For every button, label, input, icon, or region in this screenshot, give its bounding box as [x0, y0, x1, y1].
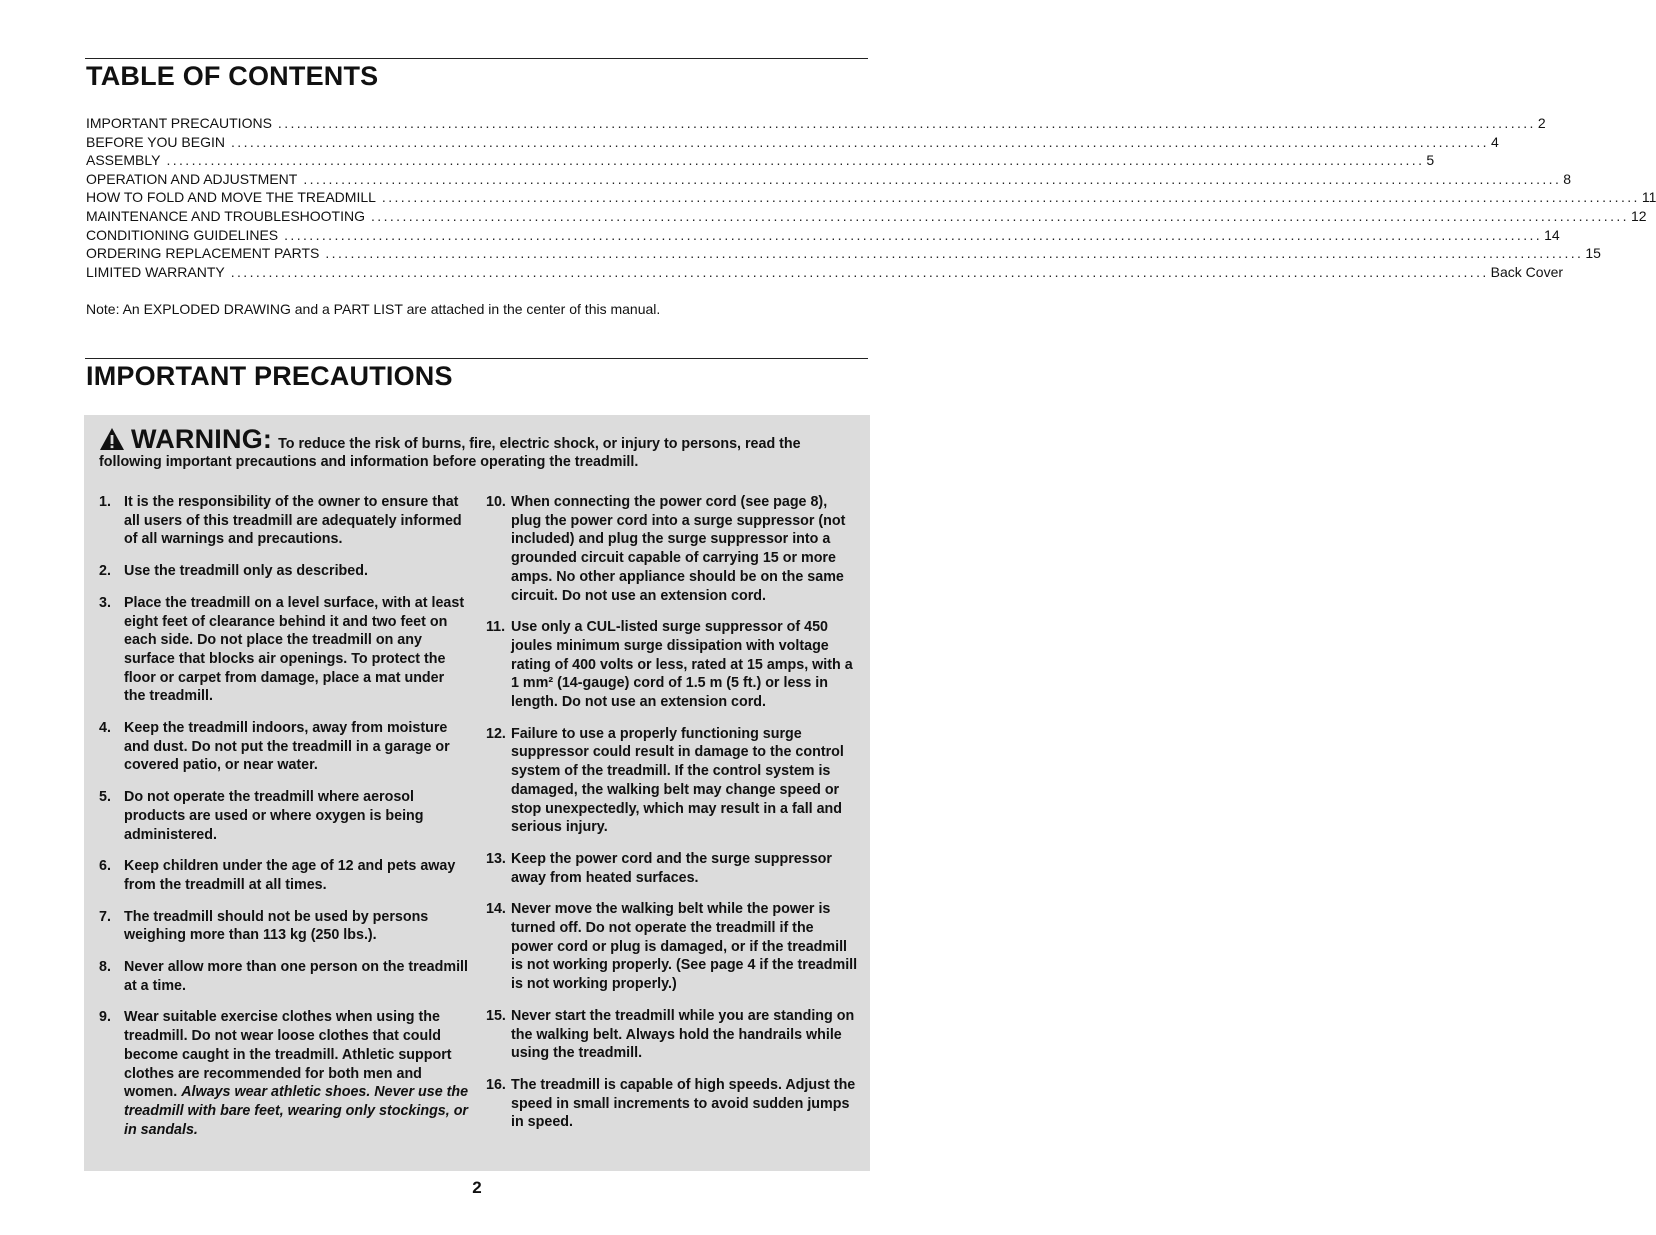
toc-note: Note: An EXPLODED DRAWING and a PART LIST are attached in the center of this manual. — [86, 301, 661, 317]
warning-box — [84, 415, 870, 1171]
precaution-item: 13. Keep the power cord and the surge suppressor away from heated surfaces. — [486, 850, 832, 886]
top-rule — [85, 58, 868, 59]
precaution-item: 3. Place the treadmill on a level surface, with at least eight feet of clearance behind it and two feet on each side. Do not place the treadmill on any surface that blocks air openings. To protect the floor or carpet from damage, place a mat under the treadmill. — [99, 594, 465, 705]
warning-text: To reduce the risk of burns, fire, electric shock, or injury to persons, read the following important precautions and information before operating the treadmill. — [99, 436, 801, 470]
precaution-item: 9. Wear suitable exercise clothes when using the treadmill. Do not wear loose clothes that could become caught in the treadmill. Athletic support clothes are recommended for both men and women. Always wear athletic shoes. Never use the treadmill with bare feet, wearing only stockings, or in sandals. — [99, 1009, 469, 1138]
precautions-title: IMPORTANT PRECAUTIONS — [86, 361, 453, 391]
precaution-item: 6. Keep children under the age of 12 and pets away from the treadmill at all times. — [99, 858, 456, 893]
precautions-column-right — [486, 493, 858, 1145]
precaution-item: 8. Never allow more than one person on the treadmill at a time. — [99, 959, 468, 994]
toc-title: TABLE OF CONTENTS — [86, 61, 379, 91]
precaution-item: 16. The treadmill is capable of high speeds. Adjust the speed in small increments to avoid sudden jumps in speed. — [486, 1076, 856, 1131]
precaution-item: 11. Use only a CUL-listed surge suppressor of 450 joules minimum surge dissipation with voltage rating of 400 volts or less, rated at 15 amps, with a 1 mm² (14-gauge) cord of 1.5 m (5 ft.) or less in length. Do not use an extension cord. — [486, 619, 853, 711]
toc-list — [86, 115, 1656, 282]
toc-entry[interactable]: HOW TO FOLD AND MOVE THE TREADMILL ........................................................................................................................................................................................................ 11 — [86, 189, 1656, 206]
toc-entry[interactable]: MAINTENANCE AND TROUBLESHOOTING ........................................................................................................................................................................................................ 12 — [86, 207, 1647, 224]
warning-word: WARNING: — [131, 424, 273, 454]
toc-entry[interactable]: IMPORTANT PRECAUTIONS ........................................................................................................................................................................................................ 2 — [86, 115, 1546, 131]
warning-header — [99, 424, 839, 471]
toc-entry[interactable]: OPERATION AND ADJUSTMENT ........................................................................................................................................................................................................ 8 — [86, 170, 1572, 187]
toc-entry[interactable]: BEFORE YOU BEGIN ........................................................................................................................................................................................................ 4 — [86, 133, 1499, 150]
precaution-item: 2. Use the treadmill only as described. — [99, 563, 368, 580]
precaution-item: 15. Never start the treadmill while you are standing on the walking belt. Always hold the handrails while using the treadmill. — [486, 1007, 855, 1062]
precaution-item: 5. Do not operate the treadmill where aerosol products are used or where oxygen is being administered. — [99, 789, 424, 843]
precaution-item: 1. It is the responsibility of the owner to ensure that all users of this treadmill are adequately informed of all warnings and precautions. — [99, 494, 462, 548]
toc-entry[interactable]: CONDITIONING GUIDELINES ........................................................................................................................................................................................................ 14 — [86, 226, 1560, 243]
precautions-column-left — [99, 493, 469, 1152]
precaution-item: 10. When connecting the power cord (see page 8), plug the power cord into a surge suppressor (not included) and plug the surge suppressor into a grounded circuit capable of carrying 15 or more amps. No other appliance should be on the same circuit. Do not use an extension cord. — [486, 494, 846, 604]
section-rule — [85, 358, 868, 359]
precaution-item: 14. Never move the walking belt while the power is turned off. Do not operate the treadmill if the power cord or plug is damaged, or if the treadmill is not working properly. (See page 4 if the treadmill is not working properly.) — [486, 901, 858, 993]
toc-entry[interactable]: ASSEMBLY ........................................................................................................................................................................................................ 5 — [86, 152, 1435, 169]
precaution-item: 12. Failure to use a properly functioning surge suppressor could result in damage to the control system of the treadmill. If the control system is damaged, the walking belt may change speed or stop unexpectedly, which may result in a fall and serious injury. — [486, 725, 844, 836]
precaution-item: 4. Keep the treadmill indoors, away from moisture and dust. Do not put the treadmill in a garage or covered patio, or near water. — [99, 720, 450, 774]
precaution-item: 7. The treadmill should not be used by persons weighing more than 113 kg (250 lbs.). — [99, 908, 429, 944]
emphasis-text: Always wear athletic shoes. Never use the treadmill with bare feet, wearing only stockings, or in sandals. — [124, 1084, 469, 1138]
toc-entry[interactable]: LIMITED WARRANTY ........................................................................................................................................................................................................ Back Cover — [86, 263, 1564, 280]
page-number: 2 — [472, 1178, 482, 1197]
warning-triangle-icon — [99, 427, 125, 451]
toc-entry[interactable]: ORDERING REPLACEMENT PARTS ........................................................................................................................................................................................................ 15 — [86, 245, 1601, 262]
